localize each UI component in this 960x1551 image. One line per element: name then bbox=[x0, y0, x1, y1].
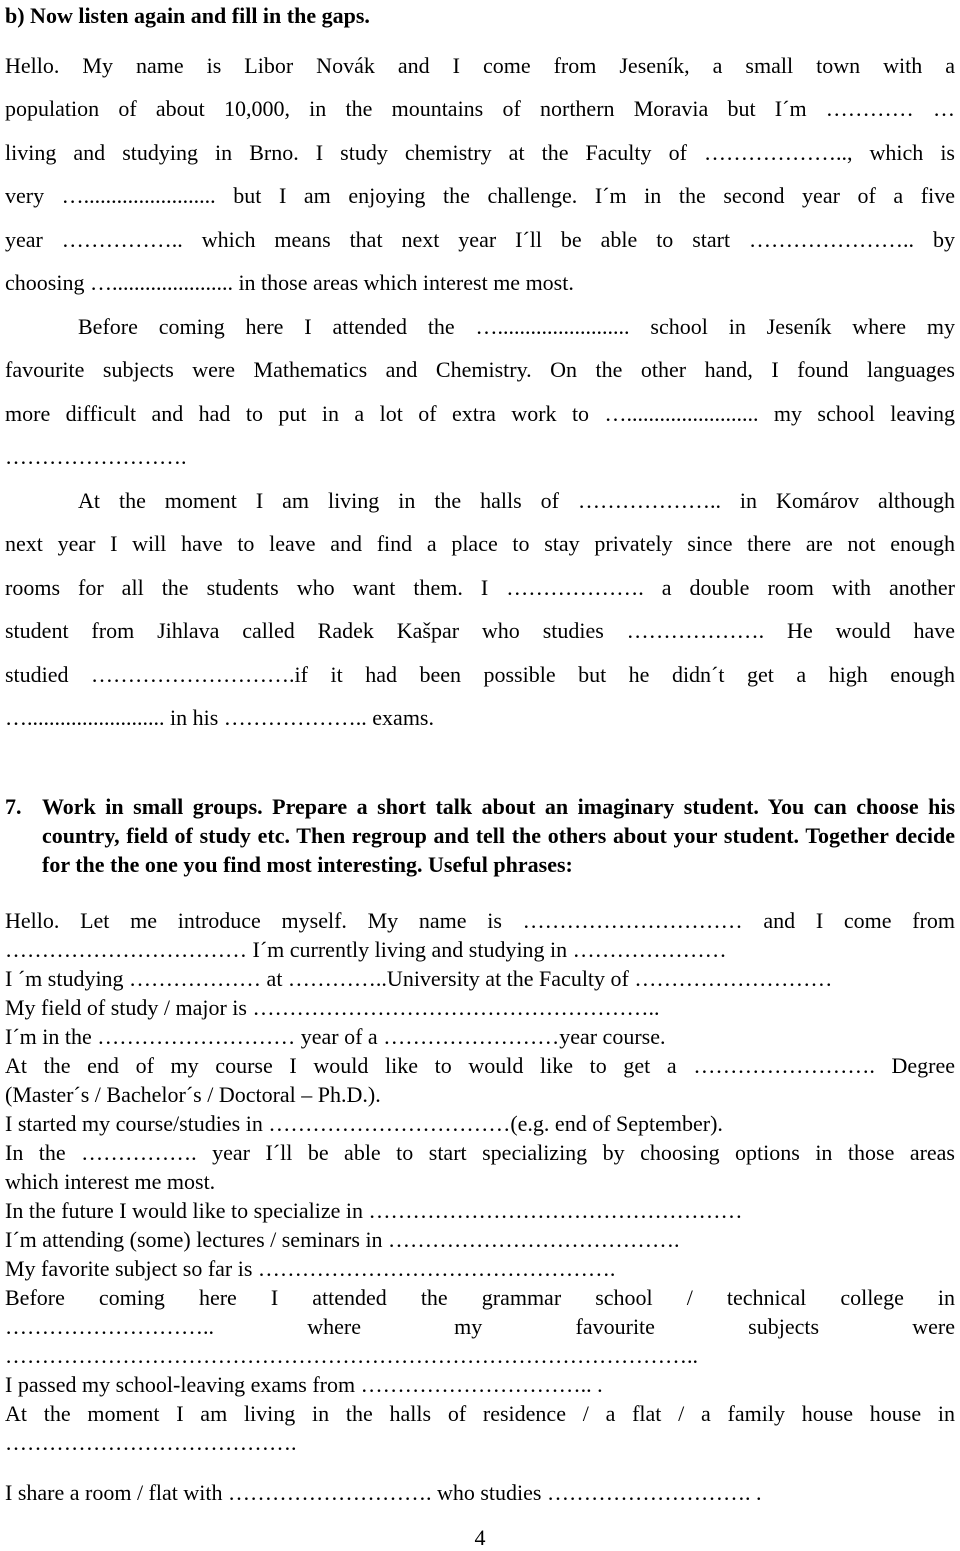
gap-fill-line-7: Before coming here I attended the …........................ school in Jeseník where my bbox=[78, 314, 955, 339]
phrase-line-4: My field of study / major is ……………………………………………….. bbox=[5, 995, 660, 1020]
gap-fill-line-11: At the moment I am living in the halls of ……………….. in Komárov although bbox=[78, 488, 955, 513]
gap-fill-line-8: favourite subjects were Mathematics and Chemistry. On the other hand, I found languages bbox=[5, 357, 955, 382]
phrase-line-6: At the end of my course I would like to would like to get a ……………………. Degree bbox=[5, 1053, 955, 1078]
gap-fill-line-4: very …........................ but I am enjoying the challenge. I´m in the second year of a five bbox=[5, 183, 955, 208]
phrase-line-20: I share a room / flat with ………………………. who studies ………………………. . bbox=[5, 1480, 762, 1505]
phrase-line-13: My favorite subject so far is …………………………………………. bbox=[5, 1256, 616, 1281]
phrase-line-5: I´m in the ……………………… year of a ……………………year course. bbox=[5, 1024, 666, 1049]
gap-fill-line-15: studied ……………………….if it had been possible but he didn´t get a high enough bbox=[5, 662, 955, 687]
page-number: 4 bbox=[474, 1525, 486, 1550]
phrase-line-14: Before coming here I attended the grammar school / technical college in bbox=[5, 1285, 955, 1310]
gap-fill-line-13: rooms for all the students who want them. I ………………. a double room with another bbox=[5, 575, 955, 600]
gap-fill-line-16: …......................... in his ……………….. exams. bbox=[5, 705, 434, 730]
gap-fill-line-12: next year I will have to leave and find a place to stay privately since there are not enough bbox=[5, 531, 955, 556]
exercise-7 bbox=[5, 792, 955, 879]
exercise-7-number: 7. bbox=[5, 794, 22, 819]
exercise-7-instructions: Work in small groups. Prepare a short talk about an imaginary student. You can choose his country, field of study etc. Then regroup and tell the others about your student. Together decide for the the one you find most interesting. Useful phrases: bbox=[42, 794, 955, 877]
gap-fill-line-1: Hello. My name is Libor Novák and I come from Jeseník, a small town with a bbox=[5, 53, 955, 78]
phrase-line-19: …………………………………. bbox=[5, 1430, 297, 1455]
gap-fill-line-5: year …………….. which means that next year I´ll be able to start ………………….. by bbox=[5, 227, 955, 252]
phrase-line-15: ……………………….. where my favourite subjects were bbox=[5, 1314, 955, 1339]
phrase-line-11: In the future I would like to specialize in …………………………………………… bbox=[5, 1198, 743, 1223]
section-b-heading: b) Now listen again and fill in the gaps. bbox=[5, 3, 370, 28]
gap-fill-line-9: more difficult and had to put in a lot of extra work to …........................ my school leaving bbox=[5, 401, 955, 426]
phrase-line-8: I started my course/studies in ……………………………(e.g. end of September). bbox=[5, 1111, 723, 1136]
phrase-line-1: Hello. Let me introduce myself. My name is ………………………… and I come from bbox=[5, 908, 955, 933]
phrase-line-9: In the ……………. year I´ll be able to start specializing by choosing options in those areas bbox=[5, 1140, 955, 1165]
phrase-line-16: ………………………………………………………………………………….. bbox=[5, 1343, 698, 1368]
phrase-line-17: I passed my school-leaving exams from ………………………….. . bbox=[5, 1372, 603, 1397]
phrase-line-10: which interest me most. bbox=[5, 1169, 216, 1194]
phrase-line-2: …………………………… I´m currently living and studying in ………………… bbox=[5, 937, 727, 962]
phrase-line-7: (Master´s / Bachelor´s / Doctoral – Ph.D.). bbox=[5, 1082, 381, 1107]
gap-fill-line-3: living and studying in Brno. I study chemistry at the Faculty of ……………….., which is bbox=[5, 140, 955, 165]
gap-fill-line-10: ……………………. bbox=[5, 444, 187, 469]
gap-fill-line-14: student from Jihlava called Radek Kašpar who studies ………………. He would have bbox=[5, 618, 955, 643]
phrase-line-12: I´m attending (some) lectures / seminars in …………………………………. bbox=[5, 1227, 680, 1252]
phrase-line-3: I ´m studying ……………… at …………..University at the Faculty of ……………………… bbox=[5, 966, 833, 991]
gap-fill-line-6: choosing …...................... in those areas which interest me most. bbox=[5, 270, 574, 295]
gap-fill-line-2: population of about 10,000, in the mountains of northern Moravia but I´m ………… … bbox=[5, 96, 955, 121]
phrase-line-18: At the moment I am living in the halls of residence / a flat / a family house house in bbox=[5, 1401, 955, 1426]
